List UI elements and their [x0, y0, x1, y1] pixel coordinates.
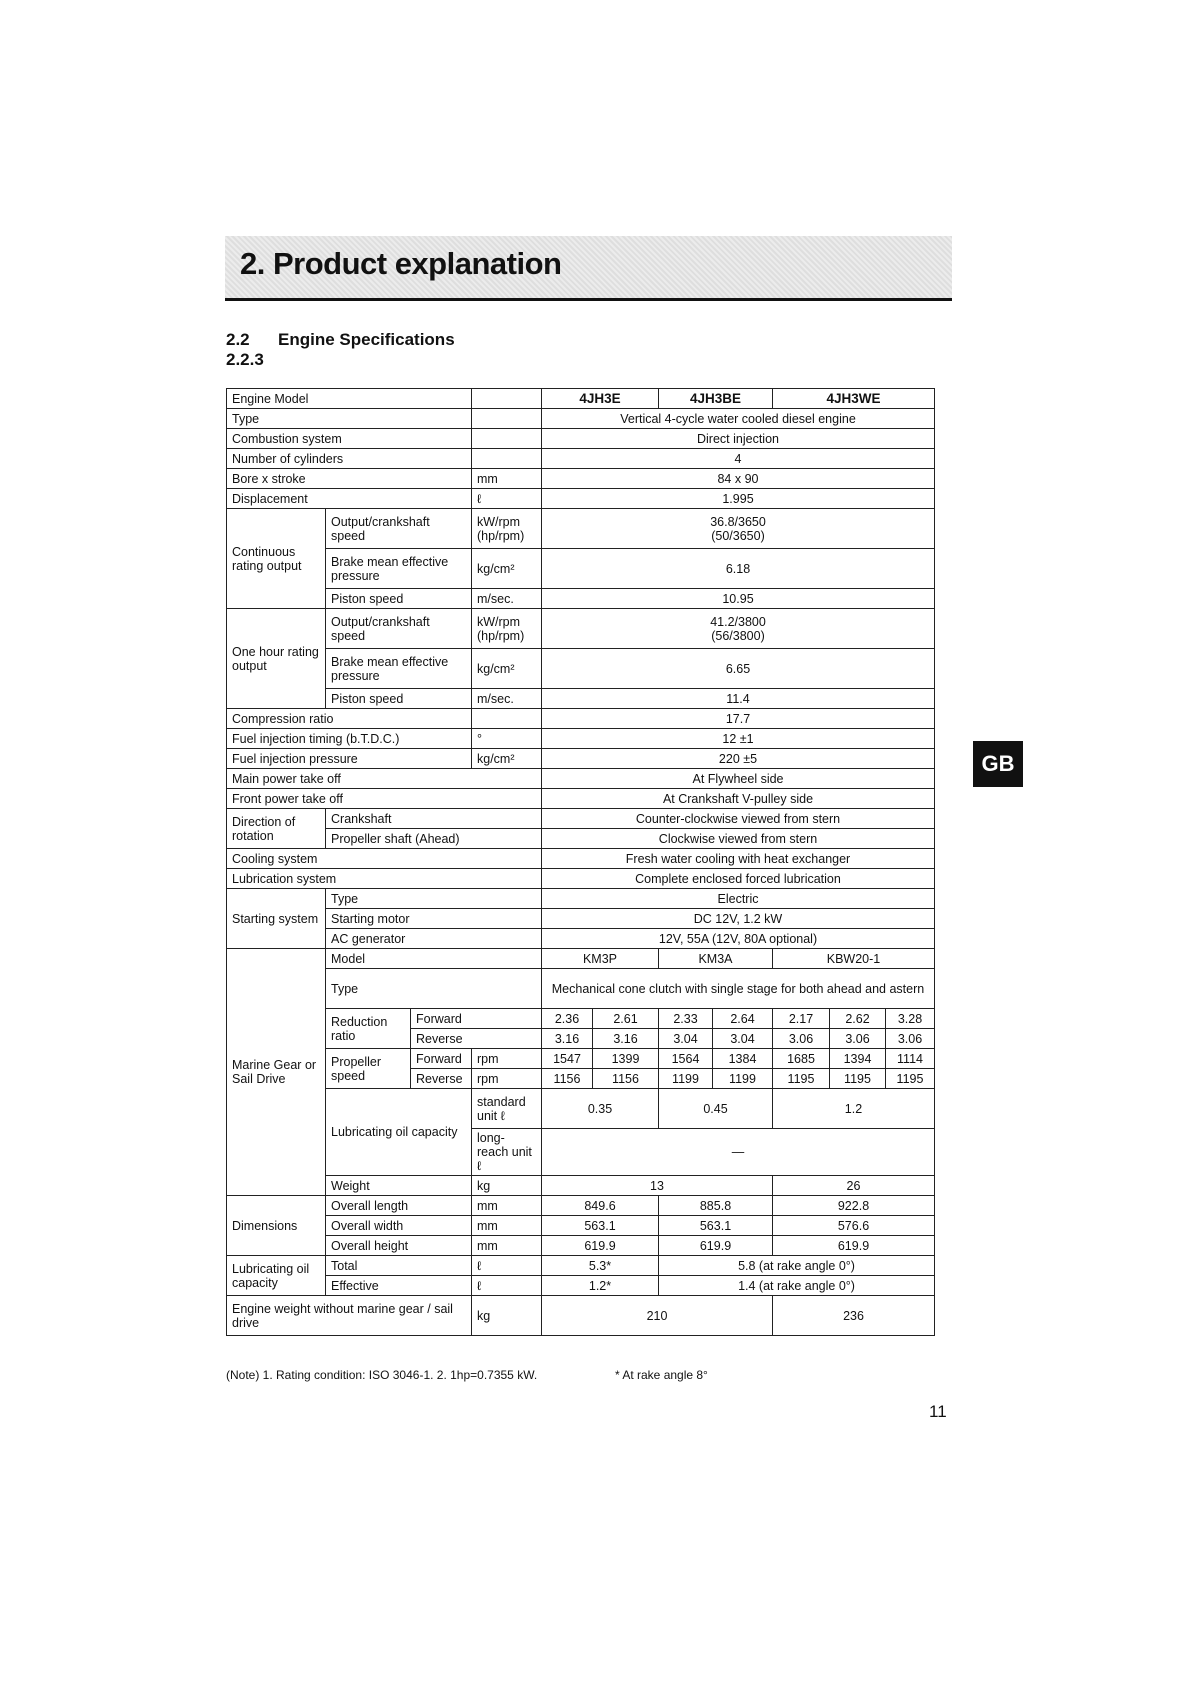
ratio-cell: 2.61	[593, 1009, 659, 1029]
table-row	[227, 1216, 935, 1236]
group-label: Direction of rotation	[227, 809, 326, 849]
table-row	[227, 889, 935, 909]
value-cell: 5.3*	[542, 1256, 659, 1276]
table-row	[227, 829, 935, 849]
unit-cell	[472, 409, 542, 429]
table-row	[227, 1196, 935, 1216]
value-cell: 6.65	[542, 649, 935, 689]
unit-cell	[472, 429, 542, 449]
unit-cell: standard unit ℓ	[472, 1089, 542, 1129]
row-label: Main power take off	[227, 769, 542, 789]
value-line: (56/3800)	[711, 628, 765, 643]
value-cell: At Crankshaft V-pulley side	[542, 789, 935, 809]
row-label: Overall height	[326, 1236, 472, 1256]
row-label: Output/crankshaft speed	[326, 509, 472, 549]
row-label: Piston speed	[326, 589, 472, 609]
speed-cell: 1384	[713, 1049, 773, 1069]
speed-cell: 1564	[659, 1049, 713, 1069]
row-label: Number of cylinders	[227, 449, 472, 469]
table-row	[227, 949, 935, 969]
unit-cell: ℓ	[472, 489, 542, 509]
row-label: Engine Model	[227, 389, 472, 409]
value-cell: 220 ±5	[542, 749, 935, 769]
table-row	[227, 769, 935, 789]
model-header: 4JH3E	[542, 389, 659, 409]
value-cell: 12V, 55A (12V, 80A optional)	[542, 929, 935, 949]
unit-cell: m/sec.	[472, 689, 542, 709]
table-row	[227, 1236, 935, 1256]
sub-label: Forward	[411, 1009, 542, 1029]
value-cell: 210	[542, 1296, 773, 1336]
speed-cell: 1685	[773, 1049, 830, 1069]
row-label: Starting motor	[326, 909, 542, 929]
value-cell: 1.2	[773, 1089, 935, 1129]
unit-cell: ℓ	[472, 1256, 542, 1276]
spec-table	[226, 388, 935, 1336]
group-label: Continuous rating output	[227, 509, 326, 609]
value-cell: 1.995	[542, 489, 935, 509]
table-row	[227, 689, 935, 709]
sub-label: Reverse	[411, 1069, 472, 1089]
ratio-cell: 3.28	[886, 1009, 935, 1029]
table-row	[227, 869, 935, 889]
row-label: Displacement	[227, 489, 472, 509]
subsection-number: 2.2.3	[226, 350, 264, 369]
speed-cell: 1156	[542, 1069, 593, 1089]
value-cell: 563.1	[659, 1216, 773, 1236]
language-tab: GB	[973, 741, 1023, 787]
speed-cell: 1114	[886, 1049, 935, 1069]
row-label: Brake mean effective pressure	[326, 649, 472, 689]
value-line: 41.2/3800	[710, 614, 766, 629]
value-cell: Clockwise viewed from stern	[542, 829, 935, 849]
value-cell: Fresh water cooling with heat exchanger	[542, 849, 935, 869]
table-row	[227, 389, 935, 409]
row-label: Propeller speed	[326, 1049, 411, 1089]
value-cell: 84 x 90	[542, 469, 935, 489]
value-line: 36.8/3650	[710, 514, 766, 529]
unit-cell: rpm	[472, 1049, 542, 1069]
value-cell: DC 12V, 1.2 kW	[542, 909, 935, 929]
row-label: Model	[326, 949, 542, 969]
gear-model: KBW20-1	[773, 949, 935, 969]
ratio-cell: 3.16	[542, 1029, 593, 1049]
table-row	[227, 729, 935, 749]
table-row	[227, 1009, 935, 1029]
speed-cell: 1195	[773, 1069, 830, 1089]
unit-cell: mm	[472, 1196, 542, 1216]
speed-cell: 1547	[542, 1049, 593, 1069]
value-cell: 5.8 (at rake angle 0°)	[659, 1256, 935, 1276]
unit-cell: ℓ	[472, 1276, 542, 1296]
speed-cell: 1156	[593, 1069, 659, 1089]
table-row	[227, 969, 935, 1009]
unit-cell: kW/rpm (hp/rpm)	[472, 509, 542, 549]
row-label: Type	[326, 969, 542, 1009]
row-label: Type	[326, 889, 542, 909]
gear-model: KM3A	[659, 949, 773, 969]
value-cell: 12 ±1	[542, 729, 935, 749]
section-number: 2.2	[226, 330, 250, 349]
value-cell: 563.1	[542, 1216, 659, 1236]
row-label: Bore x stroke	[227, 469, 472, 489]
ratio-cell: 3.06	[773, 1029, 830, 1049]
model-header: 4JH3WE	[773, 389, 935, 409]
value-line: (50/3650)	[711, 528, 765, 543]
ratio-cell: 3.16	[593, 1029, 659, 1049]
rake-footnote: * At rake angle 8°	[615, 1368, 708, 1382]
speed-cell: 1399	[593, 1049, 659, 1069]
speed-cell: 1394	[830, 1049, 886, 1069]
row-label: Propeller shaft (Ahead)	[326, 829, 542, 849]
ratio-cell: 2.36	[542, 1009, 593, 1029]
unit-cell: long-reach unit ℓ	[472, 1129, 542, 1176]
model-header: 4JH3BE	[659, 389, 773, 409]
value-cell: 619.9	[659, 1236, 773, 1256]
row-label: Reduction ratio	[326, 1009, 411, 1049]
ratio-cell: 3.04	[713, 1029, 773, 1049]
unit-cell: mm	[472, 1216, 542, 1236]
row-label: Combustion system	[227, 429, 472, 449]
row-label: Fuel injection pressure	[227, 749, 472, 769]
unit-cell: mm	[472, 1236, 542, 1256]
value-cell: 849.6	[542, 1196, 659, 1216]
value-cell: 922.8	[773, 1196, 935, 1216]
ratio-cell: 3.06	[886, 1029, 935, 1049]
row-label: Cooling system	[227, 849, 542, 869]
ratio-cell: 2.62	[830, 1009, 886, 1029]
value-cell: 6.18	[542, 549, 935, 589]
value-cell: 11.4	[542, 689, 935, 709]
speed-cell: 1195	[830, 1069, 886, 1089]
table-row	[227, 749, 935, 769]
table-row	[227, 1256, 935, 1276]
row-label: Type	[227, 409, 472, 429]
sub-label: Forward	[411, 1049, 472, 1069]
row-label: Engine weight without marine gear / sail drive	[227, 1296, 472, 1336]
table-row	[227, 449, 935, 469]
ratio-cell: 2.64	[713, 1009, 773, 1029]
row-label: Weight	[326, 1176, 472, 1196]
row-label: Crankshaft	[326, 809, 542, 829]
value-cell: 885.8	[659, 1196, 773, 1216]
table-row	[227, 549, 935, 589]
footnote: (Note) 1. Rating condition: ISO 3046-1. 2. 1hp=0.7355 kW.	[226, 1368, 538, 1382]
row-label: Compression ratio	[227, 709, 472, 729]
value-cell: 26	[773, 1176, 935, 1196]
value-cell	[542, 509, 935, 549]
gear-model: KM3P	[542, 949, 659, 969]
unit-cell: kg	[472, 1176, 542, 1196]
value-cell: 1.2*	[542, 1276, 659, 1296]
section-heading	[226, 330, 455, 350]
value-cell: Electric	[542, 889, 935, 909]
table-row	[227, 1089, 935, 1129]
sub-label: Reverse	[411, 1029, 542, 1049]
group-label: One hour rating output	[227, 609, 326, 709]
value-cell: 17.7	[542, 709, 935, 729]
table-row	[227, 849, 935, 869]
value-cell: Complete enclosed forced lubrication	[542, 869, 935, 889]
table-row	[227, 1276, 935, 1296]
value-cell: Direct injection	[542, 429, 935, 449]
unit-cell: kg/cm²	[472, 649, 542, 689]
row-label: Effective	[326, 1276, 472, 1296]
table-row	[227, 789, 935, 809]
value-cell: Vertical 4-cycle water cooled diesel engine	[542, 409, 935, 429]
unit-cell: °	[472, 729, 542, 749]
table-row	[227, 609, 935, 649]
table-row	[227, 489, 935, 509]
value-cell: 1.4 (at rake angle 0°)	[659, 1276, 935, 1296]
unit-cell: m/sec.	[472, 589, 542, 609]
value-cell: Mechanical cone clutch with single stage for both ahead and astern	[542, 969, 935, 1009]
header-rule	[225, 298, 952, 301]
table-row	[227, 589, 935, 609]
value-cell: 236	[773, 1296, 935, 1336]
value-cell: 0.45	[659, 1089, 773, 1129]
table-row	[227, 649, 935, 689]
table-row	[227, 509, 935, 549]
value-cell	[542, 609, 935, 649]
row-label: Total	[326, 1256, 472, 1276]
group-label: Dimensions	[227, 1196, 326, 1256]
unit-cell	[472, 389, 542, 409]
value-cell: —	[542, 1129, 935, 1176]
table-row	[227, 409, 935, 429]
speed-cell: 1199	[713, 1069, 773, 1089]
row-label: Lubrication system	[227, 869, 542, 889]
table-row	[227, 929, 935, 949]
unit-cell: rpm	[472, 1069, 542, 1089]
value-cell: 576.6	[773, 1216, 935, 1236]
value-cell: 619.9	[773, 1236, 935, 1256]
unit-cell: mm	[472, 469, 542, 489]
ratio-cell: 2.17	[773, 1009, 830, 1029]
row-label: Front power take off	[227, 789, 542, 809]
unit-cell	[472, 449, 542, 469]
table-row	[227, 709, 935, 729]
section-title: Engine Specifications	[278, 330, 455, 349]
table-row	[227, 1049, 935, 1069]
ratio-cell: 2.33	[659, 1009, 713, 1029]
unit-cell: kg/cm²	[472, 549, 542, 589]
value-cell: 10.95	[542, 589, 935, 609]
unit-cell: kg/cm²	[472, 749, 542, 769]
table-row	[227, 1176, 935, 1196]
speed-cell: 1199	[659, 1069, 713, 1089]
page-title: 2. Product explanation	[240, 246, 562, 281]
table-row	[227, 429, 935, 449]
ratio-cell: 3.06	[830, 1029, 886, 1049]
value-cell: 13	[542, 1176, 773, 1196]
row-label: Output/crankshaft speed	[326, 609, 472, 649]
table-row	[227, 809, 935, 829]
row-label: AC generator	[326, 929, 542, 949]
row-label: Lubricating oil capacity	[326, 1089, 472, 1176]
group-label: Starting system	[227, 889, 326, 949]
group-label: Marine Gear or Sail Drive	[227, 949, 326, 1196]
table-row	[227, 909, 935, 929]
table-row	[227, 469, 935, 489]
row-label: Overall length	[326, 1196, 472, 1216]
value-cell: 4	[542, 449, 935, 469]
row-label: Fuel injection timing (b.T.D.C.)	[227, 729, 472, 749]
row-label: Overall width	[326, 1216, 472, 1236]
table-row	[227, 1296, 935, 1336]
unit-cell: kW/rpm (hp/rpm)	[472, 609, 542, 649]
speed-cell: 1195	[886, 1069, 935, 1089]
group-label: Lubricating oil capacity	[227, 1256, 326, 1296]
value-cell: At Flywheel side	[542, 769, 935, 789]
value-cell: 619.9	[542, 1236, 659, 1256]
value-cell: 0.35	[542, 1089, 659, 1129]
ratio-cell: 3.04	[659, 1029, 713, 1049]
value-cell: Counter-clockwise viewed from stern	[542, 809, 935, 829]
row-label: Brake mean effective pressure	[326, 549, 472, 589]
unit-cell: kg	[472, 1296, 542, 1336]
unit-cell	[472, 709, 542, 729]
row-label: Piston speed	[326, 689, 472, 709]
page-number: 11	[929, 1402, 947, 1421]
